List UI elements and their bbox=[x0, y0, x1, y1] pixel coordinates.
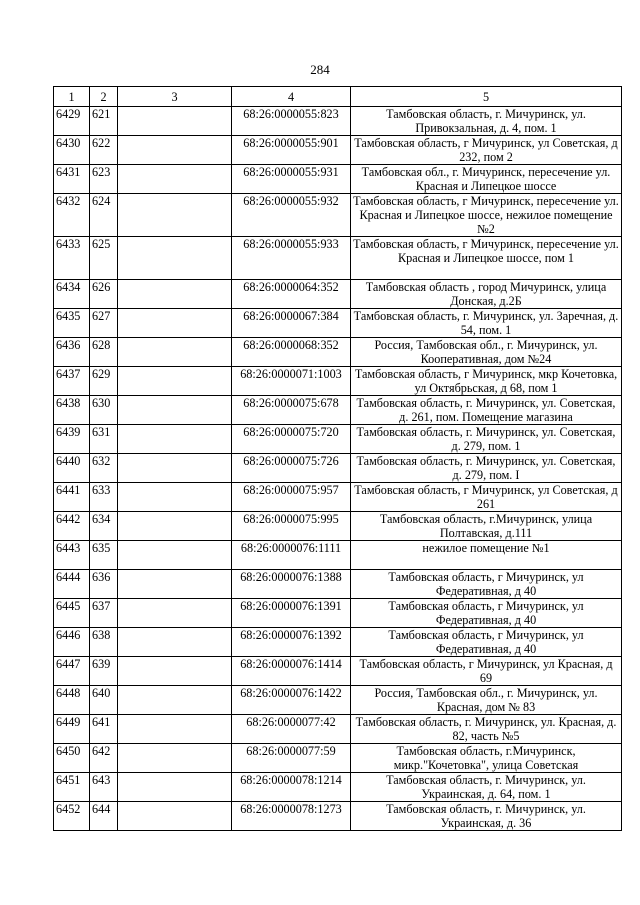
registry-table bbox=[53, 86, 622, 831]
column-3-cell bbox=[118, 107, 232, 136]
address-cell: Россия, Тамбовская обл., г. Мичуринск, ул. Кооперативная, дом №24 bbox=[351, 338, 622, 367]
address-cell: Тамбовская область, г Мичуринск, мкр Кочетовка, ул Октябрьская, д 68, пом 1 bbox=[351, 367, 622, 396]
column-3-cell bbox=[118, 541, 232, 570]
column-3-cell bbox=[118, 628, 232, 657]
table-row bbox=[54, 396, 622, 425]
row-number-cell: 6429 bbox=[54, 107, 90, 136]
row-number-cell: 6441 bbox=[54, 483, 90, 512]
cadastral-number-cell: 68:26:0000075:995 bbox=[232, 512, 351, 541]
cadastral-number-cell: 68:26:0000071:1003 bbox=[232, 367, 351, 396]
cadastral-number-cell: 68:26:0000067:384 bbox=[232, 309, 351, 338]
column-3-cell bbox=[118, 686, 232, 715]
row-number-cell: 6434 bbox=[54, 280, 90, 309]
cadastral-number-cell: 68:26:0000076:1391 bbox=[232, 599, 351, 628]
address-cell: Тамбовская область, г. Мичуринск, ул. Советская, д. 279, пом. 1 bbox=[351, 425, 622, 454]
item-number-cell: 635 bbox=[90, 541, 118, 570]
address-cell: Россия, Тамбовская обл., г. Мичуринск, ул. Красная, дом № 83 bbox=[351, 686, 622, 715]
row-number-cell: 6452 bbox=[54, 802, 90, 831]
column-3-cell bbox=[118, 194, 232, 237]
table-row bbox=[54, 715, 622, 744]
cadastral-number-cell: 68:26:0000075:720 bbox=[232, 425, 351, 454]
item-number-cell: 629 bbox=[90, 367, 118, 396]
address-cell: Тамбовская область, г. Мичуринск, ул. Заречная, д. 54, пом. 1 bbox=[351, 309, 622, 338]
table-row bbox=[54, 773, 622, 802]
column-header: 2 bbox=[90, 87, 118, 107]
row-number-cell: 6431 bbox=[54, 165, 90, 194]
address-cell: Тамбовская область, г. Мичуринск, ул. Советская, д. 261, пом. Помещение магазина bbox=[351, 396, 622, 425]
column-3-cell bbox=[118, 512, 232, 541]
column-header: 3 bbox=[118, 87, 232, 107]
column-3-cell bbox=[118, 599, 232, 628]
row-number-cell: 6446 bbox=[54, 628, 90, 657]
row-number-cell: 6440 bbox=[54, 454, 90, 483]
address-cell: Тамбовская область, г Мичуринск, ул Федеративная, д 40 bbox=[351, 570, 622, 599]
cadastral-number-cell: 68:26:0000076:1111 bbox=[232, 541, 351, 570]
item-number-cell: 640 bbox=[90, 686, 118, 715]
column-3-cell bbox=[118, 309, 232, 338]
item-number-cell: 639 bbox=[90, 657, 118, 686]
address-cell: Тамбовская область, г Мичуринск, ул Федеративная, д 40 bbox=[351, 599, 622, 628]
page-number: 284 bbox=[310, 62, 330, 77]
column-3-cell bbox=[118, 773, 232, 802]
item-number-cell: 630 bbox=[90, 396, 118, 425]
cadastral-number-cell: 68:26:0000055:901 bbox=[232, 136, 351, 165]
column-3-cell bbox=[118, 570, 232, 599]
column-header: 1 bbox=[54, 87, 90, 107]
cadastral-number-cell: 68:26:0000068:352 bbox=[232, 338, 351, 367]
row-number-cell: 6450 bbox=[54, 744, 90, 773]
cadastral-number-cell: 68:26:0000055:823 bbox=[232, 107, 351, 136]
table-row bbox=[54, 136, 622, 165]
table-row bbox=[54, 802, 622, 831]
item-number-cell: 641 bbox=[90, 715, 118, 744]
column-3-cell bbox=[118, 657, 232, 686]
address-cell: Тамбовская область, г. Мичуринск, ул. Украинская, д. 64, пом. 1 bbox=[351, 773, 622, 802]
cadastral-number-cell: 68:26:0000078:1214 bbox=[232, 773, 351, 802]
address-cell: Тамбовская область , город Мичуринск, улица Донская, д.2Б bbox=[351, 280, 622, 309]
table-row bbox=[54, 165, 622, 194]
address-cell: Тамбовская область, г. Мичуринск, ул. Красная, д. 82, часть №5 bbox=[351, 715, 622, 744]
table-row bbox=[54, 367, 622, 396]
item-number-cell: 642 bbox=[90, 744, 118, 773]
row-number-cell: 6433 bbox=[54, 237, 90, 280]
column-3-cell bbox=[118, 165, 232, 194]
table-row bbox=[54, 512, 622, 541]
address-cell: нежилое помещение №1 bbox=[351, 541, 622, 570]
cadastral-number-cell: 68:26:0000076:1414 bbox=[232, 657, 351, 686]
cadastral-number-cell: 68:26:0000076:1388 bbox=[232, 570, 351, 599]
column-3-cell bbox=[118, 483, 232, 512]
cadastral-number-cell: 68:26:0000078:1273 bbox=[232, 802, 351, 831]
table-header-row bbox=[54, 87, 622, 107]
row-number-cell: 6447 bbox=[54, 657, 90, 686]
column-3-cell bbox=[118, 744, 232, 773]
cadastral-number-cell: 68:26:0000077:42 bbox=[232, 715, 351, 744]
cadastral-number-cell: 68:26:0000077:59 bbox=[232, 744, 351, 773]
row-number-cell: 6430 bbox=[54, 136, 90, 165]
item-number-cell: 622 bbox=[90, 136, 118, 165]
table-row bbox=[54, 107, 622, 136]
item-number-cell: 623 bbox=[90, 165, 118, 194]
row-number-cell: 6451 bbox=[54, 773, 90, 802]
column-3-cell bbox=[118, 367, 232, 396]
item-number-cell: 634 bbox=[90, 512, 118, 541]
table-row bbox=[54, 686, 622, 715]
table-row bbox=[54, 570, 622, 599]
cadastral-number-cell: 68:26:0000075:678 bbox=[232, 396, 351, 425]
table-row bbox=[54, 237, 622, 280]
item-number-cell: 633 bbox=[90, 483, 118, 512]
row-number-cell: 6445 bbox=[54, 599, 90, 628]
cadastral-number-cell: 68:26:0000055:932 bbox=[232, 194, 351, 237]
column-header: 4 bbox=[232, 87, 351, 107]
cadastral-number-cell: 68:26:0000076:1422 bbox=[232, 686, 351, 715]
address-cell: Тамбовская область, г. Мичуринск, ул. Украинская, д. 36 bbox=[351, 802, 622, 831]
item-number-cell: 638 bbox=[90, 628, 118, 657]
address-cell: Тамбовская область, г Мичуринск, ул Федеративная, д 40 bbox=[351, 628, 622, 657]
row-number-cell: 6442 bbox=[54, 512, 90, 541]
column-3-cell bbox=[118, 802, 232, 831]
item-number-cell: 628 bbox=[90, 338, 118, 367]
item-number-cell: 632 bbox=[90, 454, 118, 483]
table-row bbox=[54, 454, 622, 483]
table-row bbox=[54, 483, 622, 512]
cadastral-number-cell: 68:26:0000075:957 bbox=[232, 483, 351, 512]
item-number-cell: 626 bbox=[90, 280, 118, 309]
address-cell: Тамбовская область, г Мичуринск, ул Советская, д 232, пом 2 bbox=[351, 136, 622, 165]
table-row bbox=[54, 541, 622, 570]
table-row bbox=[54, 280, 622, 309]
address-cell: Тамбовская область, г Мичуринск, ул Советская, д 261 bbox=[351, 483, 622, 512]
table-row bbox=[54, 194, 622, 237]
row-number-cell: 6439 bbox=[54, 425, 90, 454]
item-number-cell: 644 bbox=[90, 802, 118, 831]
column-3-cell bbox=[118, 136, 232, 165]
row-number-cell: 6449 bbox=[54, 715, 90, 744]
item-number-cell: 636 bbox=[90, 570, 118, 599]
column-header: 5 bbox=[351, 87, 622, 107]
address-cell: Тамбовская область, г Мичуринск, ул Красная, д 69 bbox=[351, 657, 622, 686]
column-3-cell bbox=[118, 338, 232, 367]
item-number-cell: 643 bbox=[90, 773, 118, 802]
cadastral-number-cell: 68:26:0000064:352 bbox=[232, 280, 351, 309]
item-number-cell: 625 bbox=[90, 237, 118, 280]
table-row bbox=[54, 338, 622, 367]
item-number-cell: 631 bbox=[90, 425, 118, 454]
address-cell: Тамбовская область, г. Мичуринск, ул. Привокзальная, д. 4, пом. 1 bbox=[351, 107, 622, 136]
column-3-cell bbox=[118, 425, 232, 454]
table-row bbox=[54, 628, 622, 657]
row-number-cell: 6444 bbox=[54, 570, 90, 599]
row-number-cell: 6436 bbox=[54, 338, 90, 367]
address-cell: Тамбовская область, г.Мичуринск, микр."Кочетовка", улица Советская bbox=[351, 744, 622, 773]
address-cell: Тамбовская обл., г. Мичуринск, пересечение ул. Красная и Липецкое шоссе bbox=[351, 165, 622, 194]
address-cell: Тамбовская область, г.Мичуринск, улица Полтавская, д.111 bbox=[351, 512, 622, 541]
item-number-cell: 621 bbox=[90, 107, 118, 136]
row-number-cell: 6443 bbox=[54, 541, 90, 570]
column-3-cell bbox=[118, 237, 232, 280]
column-3-cell bbox=[118, 454, 232, 483]
row-number-cell: 6437 bbox=[54, 367, 90, 396]
item-number-cell: 637 bbox=[90, 599, 118, 628]
cadastral-number-cell: 68:26:0000075:726 bbox=[232, 454, 351, 483]
item-number-cell: 627 bbox=[90, 309, 118, 338]
table-row bbox=[54, 309, 622, 338]
table-row bbox=[54, 657, 622, 686]
column-3-cell bbox=[118, 280, 232, 309]
item-number-cell: 624 bbox=[90, 194, 118, 237]
column-3-cell bbox=[118, 715, 232, 744]
address-cell: Тамбовская область, г. Мичуринск, ул. Советская, д. 279, пом. I bbox=[351, 454, 622, 483]
table-row bbox=[54, 425, 622, 454]
cadastral-number-cell: 68:26:0000055:933 bbox=[232, 237, 351, 280]
row-number-cell: 6432 bbox=[54, 194, 90, 237]
row-number-cell: 6448 bbox=[54, 686, 90, 715]
address-cell: Тамбовская область, г Мичуринск, пересечение ул. Красная и Липецкое шоссе, пом 1 bbox=[351, 237, 622, 280]
row-number-cell: 6438 bbox=[54, 396, 90, 425]
table-row bbox=[54, 599, 622, 628]
cadastral-number-cell: 68:26:0000076:1392 bbox=[232, 628, 351, 657]
table-row bbox=[54, 744, 622, 773]
address-cell: Тамбовская область, г Мичуринск, пересечение ул. Красная и Липецкое шоссе, нежилое помещение №2 bbox=[351, 194, 622, 237]
cadastral-number-cell: 68:26:0000055:931 bbox=[232, 165, 351, 194]
row-number-cell: 6435 bbox=[54, 309, 90, 338]
column-3-cell bbox=[118, 396, 232, 425]
